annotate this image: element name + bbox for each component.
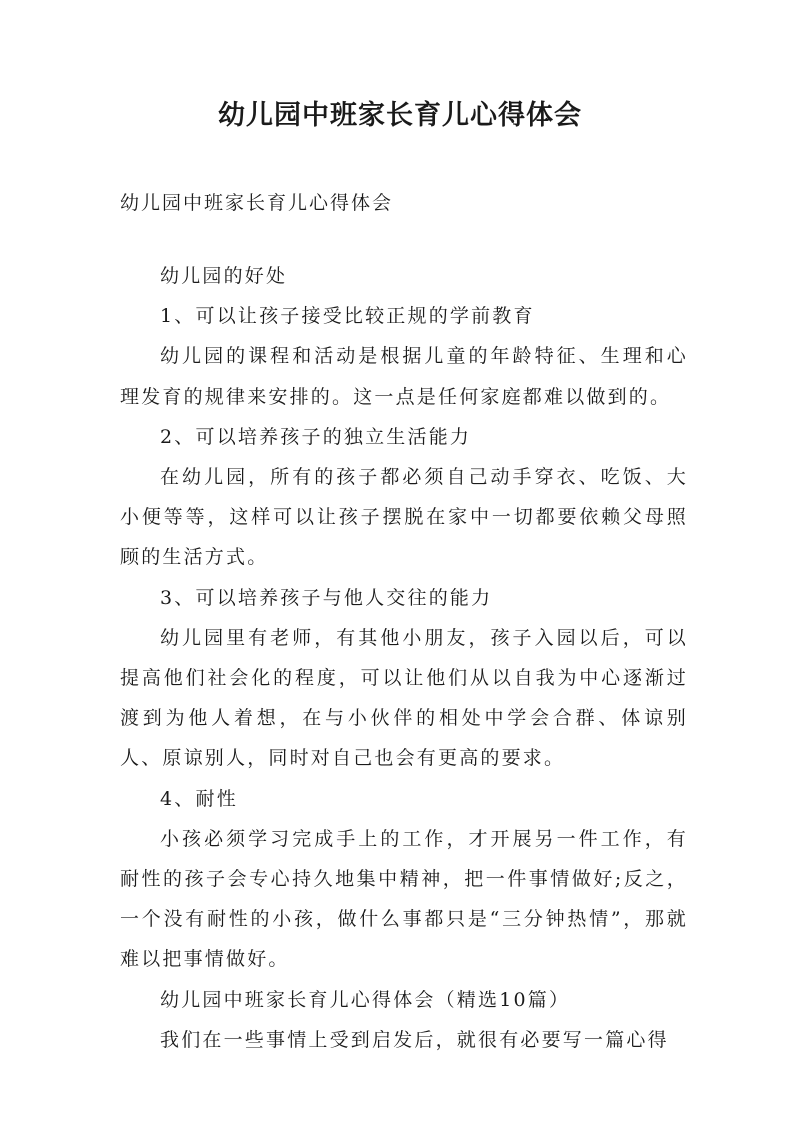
section-heading-benefits: 幼儿园的好处 [160,265,288,287]
point-1-heading: 1、可以让孩子接受比较正规的学前教育 [160,305,535,328]
point-2-body: 在幼儿园，所有的孩子都必须自己动手穿衣、吃饭、大小便等等，这样可以让孩子摆脱在家中一切都要依赖父母照顾的生活方式。 [120,466,688,569]
document-subtitle: 幼儿园中班家长育儿心得体会 [120,192,394,214]
point-2-heading: 2、可以培养孩子的独立生活能力 [160,425,472,448]
collection-intro: 我们在一些事情上受到启发后，就很有必要写一篇心得 [160,1028,669,1051]
document-title: 幼儿园中班家长育儿心得体会 [218,100,582,131]
document-body [120,256,688,1060]
collection-heading: 幼儿园中班家长育儿心得体会（精选10篇） [160,988,571,1011]
point-4-body: 小孩必须学习完成手上的工作，才开展另一件工作，有耐性的孩子会专心持久地集中精神，把一件事情做好;反之，一个没有耐性的小孩，做什么事都只是“三分钟热情”，那就难以把事情做好。 [120,827,688,971]
point-4-heading: 4、耐性 [160,787,238,810]
point-3-heading: 3、可以培养孩子与他人交往的能力 [160,586,493,609]
point-1-body: 幼儿园的课程和活动是根据儿童的年龄特征、生理和心理发育的规律来安排的。这一点是任何家庭都难以做到的。 [120,345,688,408]
point-3-body: 幼儿园里有老师，有其他小朋友，孩子入园以后，可以提高他们社会化的程度，可以让他们从以自我为中心逐渐过渡到为他人着想，在与小伙伴的相处中学会合群、体谅别人、原谅别人，同时对自己也会有更高的要求。 [120,626,688,770]
